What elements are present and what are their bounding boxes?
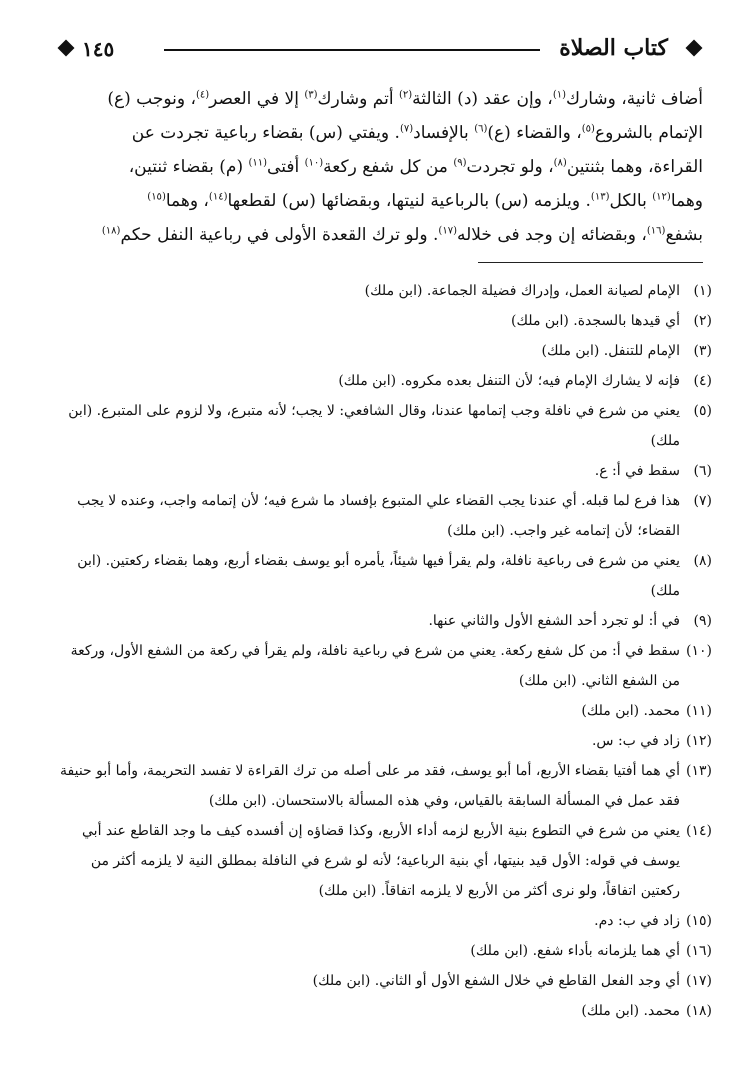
footnotes xyxy=(52,276,712,1026)
footnote-text: الإمام للتنفل. (ابن ملك) xyxy=(541,343,680,359)
footnote xyxy=(52,936,712,966)
footnote-separator xyxy=(478,262,703,263)
footnote-ref[interactable]: (١٦) xyxy=(646,225,666,237)
footnote-ref[interactable]: (١٥) xyxy=(147,191,166,203)
footnote-number: (٤) xyxy=(693,373,712,389)
footnote-text: أي هما يلزمانه بأداء شفع. (ابن ملك) xyxy=(470,943,680,959)
footnote-number: (١٠) xyxy=(686,643,712,659)
footnote-text: يعني من شرع في نافلة وجب إتمامها عندنا، وقال الشافعي: لا يجب؛ لأنه متبرع، ولا لزوم على المتبرع. (ابن ملك) xyxy=(68,403,680,449)
footnote xyxy=(52,816,712,906)
footnote-text: محمد. (ابن ملك) xyxy=(581,1003,680,1019)
footnote-ref[interactable]: (٨) xyxy=(553,157,567,169)
footnote xyxy=(52,906,712,936)
footnote-ref[interactable]: (١٢) xyxy=(652,191,671,203)
page-number: ١٤٥ xyxy=(82,37,115,61)
footnote xyxy=(52,336,712,366)
footnote-text: سقط في أ: من كل شفع ركعة. يعني من شرع في رباعية نافلة، ولم يقرأ في ركعة من الشفع الأول، وركعة من الشفع الثاني. (ابن ملك) xyxy=(70,643,680,689)
footnote xyxy=(52,996,712,1026)
footnote-ref[interactable]: (١٧) xyxy=(438,225,457,237)
footnote-ref[interactable]: (١) xyxy=(552,89,566,101)
footnote-text: الإمام لصيانة العمل، وإدراك فضيلة الجماعة. (ابن ملك) xyxy=(364,283,680,299)
footnote xyxy=(52,756,712,816)
diamond-ornament-icon xyxy=(58,40,75,57)
footnote xyxy=(52,966,712,996)
footnote xyxy=(52,726,712,756)
footnote-ref[interactable]: (٤) xyxy=(195,89,210,101)
footnote-number: (٦) xyxy=(693,463,712,479)
footnote-ref[interactable]: (٣) xyxy=(304,89,318,101)
footnote xyxy=(52,276,712,306)
footnote-number: (١٧) xyxy=(686,973,712,989)
footnote xyxy=(52,636,712,696)
main-line-1: أضاف ثانية، وشارك$^{(١)}$، وإن عقد (د) الثالثة$^{(٢)}$ أتم وشارك$^{(٣)}$ إلا في العصر$^{(٤)}$، ونوجب (ع) xyxy=(107,89,703,109)
footnote-text: أي قيدها بالسجدة. (ابن ملك) xyxy=(511,313,680,329)
footnote-number: (٢) xyxy=(693,313,712,329)
footnote-text: في أ: لو تجرد أحد الشفع الأول والثاني عنها. xyxy=(428,613,680,629)
main-line-4: وهما$^{(١٢)}$ بالكل$^{(١٣)}$. ويلزمه (س) بالرباعية لنيتها، وبقضائها (س) لقطعها$^{(١٤)}$، وهما$^{(١٥)}$ xyxy=(147,191,703,211)
footnote-ref[interactable]: (٩) xyxy=(453,157,467,169)
footnote-number: (١٤) xyxy=(686,823,712,839)
footnote xyxy=(52,366,712,396)
header-rule xyxy=(164,49,540,51)
footnote-number: (١٢) xyxy=(686,733,712,749)
footnote-text: زاد في ب: س. xyxy=(591,733,680,749)
footnote-text: سقط في أ: ع. xyxy=(594,463,680,479)
footnote-number: (١٣) xyxy=(686,763,712,779)
page-header xyxy=(60,33,700,69)
footnote-ref[interactable]: (١٠) xyxy=(304,157,324,169)
footnote-ref[interactable]: (١١) xyxy=(248,157,268,169)
diamond-ornament-icon xyxy=(686,40,703,57)
footnote-number: (٥) xyxy=(693,403,712,419)
footnote-number: (١١) xyxy=(686,703,712,719)
footnote-text: يعني من شرع في التطوع بنية الأربع لزمه أداء الأربع، وكذا قضاؤه إن أفسده كيف ما وجد القاطع عند أبي يوسف في قوله: الأول قيد بنيتها، أي بنية الرباعية؛ لأنه لو شرع في النافلة بمطلق النية لا يلزمه أكثر من ركعتين اتفاقاً، ولو نرى أكثر من الأربع لا يلزمه اتفاقاً. (ابن ملك) xyxy=(82,823,680,899)
footnote-ref[interactable]: (٥) xyxy=(581,123,595,135)
footnote-number: (١) xyxy=(693,283,712,299)
footnote xyxy=(52,696,712,726)
footnote-ref[interactable]: (٧) xyxy=(399,123,414,135)
main-line-2: الإتمام بالشروع$^{(٥)}$، والقضاء (ع)$^{(٦)}$ بالإفساد$^{(٧)}$. ويفتي (س) بقضاء رباعية تجردت عن xyxy=(131,123,703,143)
footnote-text: أي وجد الفعل القاطع في خلال الشفع الأول أو الثاني. (ابن ملك) xyxy=(312,973,680,989)
footnote xyxy=(52,456,712,486)
footnote-ref[interactable]: (١٤) xyxy=(208,191,228,203)
footnote-number: (٧) xyxy=(693,493,712,509)
footnote xyxy=(52,306,712,336)
footnote xyxy=(52,486,712,546)
footnote-ref[interactable]: (١٨) xyxy=(101,225,121,237)
footnote xyxy=(52,546,712,606)
main-line-5: بشفع$^{(١٦)}$، وبقضائه إن وجد فى خلاله$^{(١٧)}$. ولو ترك القعدة الأولى في رباعية النفل حكم$^{(١٨)}$ xyxy=(101,225,703,245)
footnote-text: زاد في ب: دم. xyxy=(594,913,680,929)
footnote xyxy=(52,396,712,456)
footnote-text: فإنه لا يشارك الإمام فيه؛ لأن التنفل بعده مكروه. (ابن ملك) xyxy=(338,373,680,389)
footnote-ref[interactable]: (٢) xyxy=(398,89,413,101)
footnote xyxy=(52,606,712,636)
footnote-number: (١٦) xyxy=(686,943,712,959)
footnote-number: (٨) xyxy=(693,553,712,569)
footnote-text: محمد. (ابن ملك) xyxy=(581,703,680,719)
footnote-ref[interactable]: (٦) xyxy=(474,123,488,135)
main-line-3: القراءة، وهما بثنتين$^{(٨)}$، ولو تجردت$^{(٩)}$ من كل شفع ركعة$^{(١٠)}$ أفتى$^{(١١)}$ (م) بقضاء ثنتين، xyxy=(128,157,703,177)
footnote-text: أي هما أفتيا بقضاء الأربع، أما أبو يوسف، فقد مر على أصله من ترك القراءة لا تفسد التحريمة، وأما أبو حنيفة فقد عمل في المسألة السابقة بالقياس، وفي هذه المسألة بالاستحسان. (ابن ملك) xyxy=(60,763,680,809)
footnote-number: (٣) xyxy=(693,343,712,359)
footnote-text: هذا فرع لما قبله. أي عندنا يجب القضاء علي المتبوع بإفساد ما شرع فيه؛ لأن إتمامه واجب، وعنده لا يجب القضاء؛ لأن إتمامه غير واجب. (ابن ملك) xyxy=(77,493,680,539)
footnote-text: يعني من شرع فى رباعية نافلة، ولم يقرأ فيها شيئاً، يأمره أبو يوسف بقضاء أربع، وهما بقضاء ركعتين. (ابن ملك) xyxy=(77,553,680,599)
footnote-ref[interactable]: (١٣) xyxy=(590,191,610,203)
footnote-number: (٩) xyxy=(693,613,712,629)
chapter-title: كتاب الصلاة xyxy=(559,35,668,61)
footnote-number: (١٨) xyxy=(686,1003,712,1019)
footnote-number: (١٥) xyxy=(686,913,712,929)
main-text xyxy=(60,82,703,252)
